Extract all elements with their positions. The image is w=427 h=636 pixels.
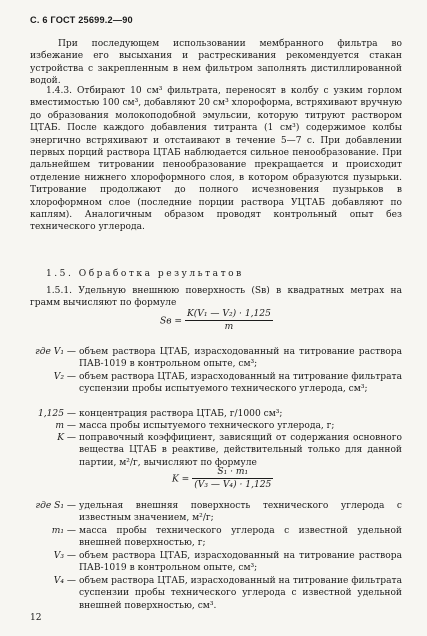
legend-text: объем раствора ЦТАБ, израсходованный на титрование раствора ПАВ-1019 в контрольном опыте, см³; [79, 347, 402, 370]
formula-correction-factor [172, 466, 273, 492]
formula-numerator: S₁ · m₁ [192, 466, 273, 479]
legend-symbol: V₂ — [53, 372, 76, 382]
paragraph-1-5-1: 1.5.1. Удельную внешнюю поверхность (Sв) в квадратных метрах на грамм вычисляют по формуле [30, 286, 402, 309]
formula-fraction [185, 308, 273, 334]
legend-row [20, 500, 402, 525]
legend-text: поправочный коэффициент, зависящий от содержания основного вещества ЦТАБ в реактиве, действительный только для данной партии, м²/г, вычисляют по формуле [79, 433, 402, 468]
formula-lhs: K = [172, 474, 190, 485]
paragraph-membrane-note: При последующем использовании мембранного фильтра во избежание его высыхания и растрескивания рекомендуется стакан устройства с закрепленным в нем фильтром заполнять дистиллированной водой. [30, 39, 402, 87]
formula-numerator: K(V₁ — V₂) · 1,125 [185, 308, 273, 321]
legend-text: удельная внешняя поверхность технического углерода с известным значением, м²/г; [79, 501, 402, 524]
legend-text: объем раствора ЦТАБ, израсходованный на титрование фильтрата суспензии пробы технического углерода с известной удельной внешней поверхностью, см³. [79, 576, 402, 611]
legend-symbol: m — [55, 421, 76, 431]
formula-specific-surface [160, 308, 273, 334]
formula-denominator: m [224, 322, 234, 333]
legend-symbol: где S₁ — [35, 501, 76, 511]
legend-row [20, 550, 402, 575]
legend-text: концентрация раствора ЦТАБ, г/1000 см³; [79, 409, 283, 419]
legend-symbol: V₄ — [53, 576, 76, 586]
legend-symbol: V₃ — [53, 551, 76, 561]
legend-symbol: где V₁ — [35, 347, 76, 357]
legend-symbol: m₁ — [51, 526, 76, 536]
legend-text: масса пробы испытуемого технического углерода, г; [79, 421, 335, 431]
section-heading-1-5: 1.5. Обработка результатов [46, 269, 244, 279]
formula-denominator: (V₃ — V₄) · 1,125 [194, 480, 272, 491]
legend-row [20, 408, 402, 420]
legend-text: объем раствора ЦТАБ, израсходованный на титрование фильтрата суспензии пробы испытуемого технического углерода, см³; [79, 372, 402, 395]
legend-row [20, 575, 402, 612]
legend-row [20, 346, 402, 371]
page-header: С. 6 ГОСТ 25699.2—90 [30, 15, 133, 25]
legend-text: объем раствора ЦТАБ, израсходованный на титрование раствора ПАВ-1019 в контрольном опыте, см³; [79, 551, 402, 574]
formula-fraction [192, 466, 273, 492]
legend-text: масса пробы технического углерода с известной удельной внешней поверхностью, г; [79, 526, 402, 549]
legend-symbol: K — [57, 433, 76, 443]
legend-row [20, 432, 402, 469]
paragraph-1-4-3: 1.4.3. Отбирают 10 см³ фильтрата, переносят в колбу с узким горлом вместимостью 100 см³, добавляют 20 см³ хлороформа, встряхивают вручную до образования молокоподобной эмульсии, которую титруют раствором ЦТАБ. После каждого добавления титранта (1 см³) содержимое колбы энергично встряхивают и отстаивают в течение 5—7 с. При добавлении первых порций раствора ЦТАБ наблюдается сильное пенообразование. При дальнейшем титровании пенообразование прекращается и происходит отделение нижнего хлороформного слоя, в котором образуются пузырьки. Титрование продолжают до полного исчезновения пузырьков в хлороформном слое (последние порции раствора УЦТАБ добавляют по каплям). Аналогичным образом проводят контрольный опыт без технического углерода. [30, 86, 403, 233]
legend-row [20, 371, 402, 396]
legend-row [20, 525, 402, 550]
legend-row [20, 420, 402, 432]
legend-symbol: 1,125 — [37, 409, 76, 419]
page-number: 12 [30, 613, 42, 623]
formula-lhs: Sв = [160, 316, 183, 327]
